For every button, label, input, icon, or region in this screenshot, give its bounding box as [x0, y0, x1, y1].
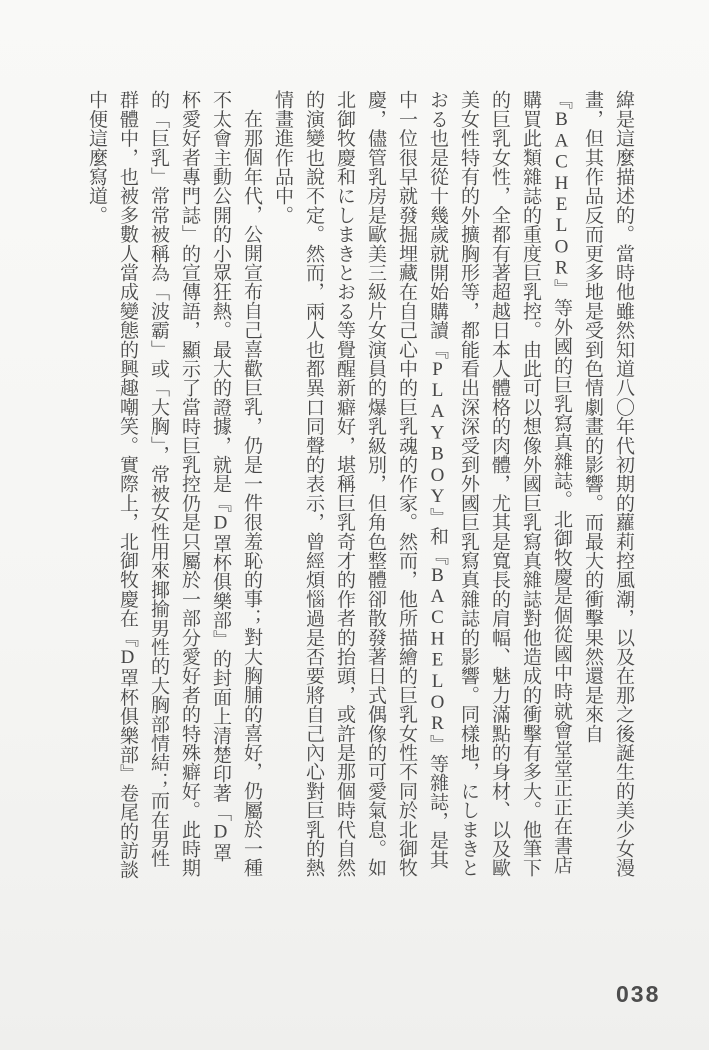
paragraph-1: 緯是這麼描述的。當時他雖然知道八〇年代初期的蘿莉控風潮，以及在那之後誕生的美少女漫畫，但其作品反而更多地是受到色情劇畫的影響。而最大的衝擊果然還是來自『BACHELOR』等外國的巨乳寫真雜誌。北御牧慶是個從國中時就會堂堂正正在書店購買此類雜誌的重度巨乳控。由此可以想像外國巨乳寫真雜誌對他造成的衝擊有多大。他筆下的巨乳女性，全都有著超越日本人體格的肉體，尤其是寬長的肩幅、魅力滿點的身材、以及歐美女性特有的外擴胸形等，都能看出深深受到外國巨乳寫真雜誌的影響。同樣地，にしまきとおる也是從十幾歲就開始購讀『PLAYBOY』和『BACHELOR』等雜誌，是其中一位很早就發掘埋藏在自己心中的巨乳魂的作家。然而，他所描繪的巨乳女性不同於北御牧慶，儘管乳房是歐美三級片女演員的爆乳級別，但角色整體卻散發著日式偶像的可愛氣息。如北御牧慶和にしまきとおる等覺醒新癖好，堪稱巨乳奇才的作者的抬頭，或許是那個時代自然的演變也說不定。然而，兩人也都異口同聲的表示，曾經煩惱過是否要將自己內心對巨乳的熱情畫進作品中。	[272, 90, 634, 878]
page-number: 038	[616, 981, 661, 1007]
article-text	[81, 90, 639, 880]
paragraph-2: 在那個年代，公開宣布自己喜歡巨乳，仍是一件很羞恥的事；對大胸脯的喜好，仍屬於一種不太會主動公開的小眾狂熱。最大的證據，就是『D罩杯俱樂部』的封面上清楚印著「D罩杯愛好者專門誌」的宣傳語，顯示了當時巨乳控仍是只屬於一部分愛好者的特殊癖好。此時期的「巨乳」常常被稱為「波霸」或「大胸」，常被女性用來揶揄男性的大胸部情結；而在男性群體中，也被多數人當成變態的興趣嘲笑。實際上，北御牧慶在『D罩杯俱樂部』卷尾的訪談中便這麼寫道。	[86, 90, 262, 880]
